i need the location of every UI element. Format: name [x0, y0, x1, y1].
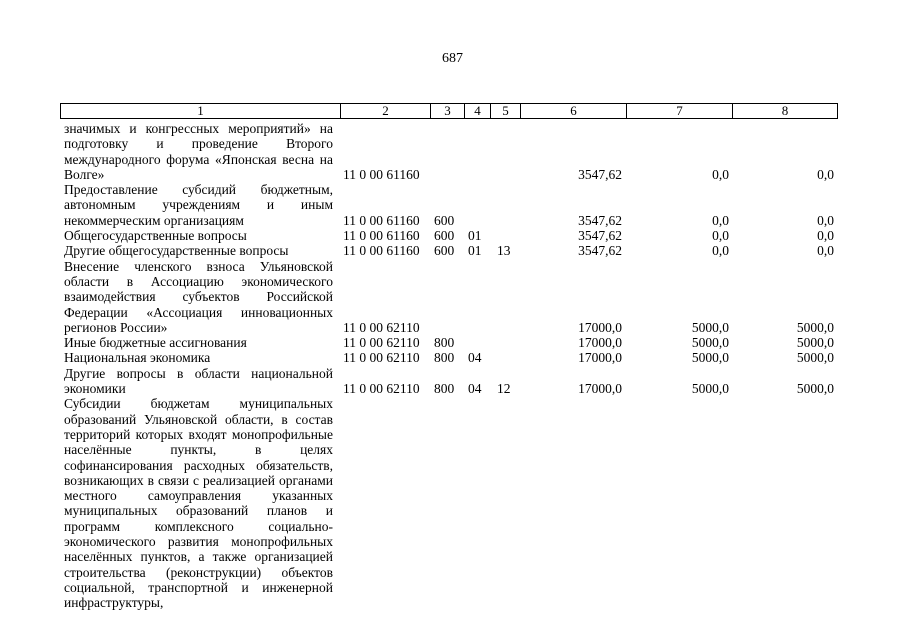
- row-name: значимых и конгрессных мероприятий» на подготовку и проведение Второго международного форума «Японская весна на Волге»: [64, 121, 333, 182]
- table-row: [0, 121, 905, 182]
- column-header-6: 6: [520, 104, 626, 118]
- budget-table-body: [0, 121, 905, 611]
- expense-type-code: 600: [434, 212, 455, 228]
- value-col6: 17000,0: [578, 335, 622, 351]
- value-col6: 17000,0: [578, 319, 622, 335]
- value-col6: 3547,62: [578, 212, 622, 228]
- value-col8: 5000,0: [796, 381, 834, 397]
- table-row: [0, 335, 905, 350]
- page-number: 687: [442, 51, 463, 66]
- value-col7: 0,0: [712, 166, 729, 182]
- column-header-2: 2: [340, 104, 430, 118]
- table-row: [0, 259, 905, 335]
- value-col6: 3547,62: [578, 228, 622, 244]
- row-name: Субсидии бюджетам муниципальных образований Ульяновской области, в состав территорий которых входят монопрофильные населённые пункты, в целях софинансирования расходных обязательств, возникающих в связи с реализацией органами местного самоуправления указанных муниципальных образований планов и программ комплексного социально-экономического развития монопрофильных населённых пунктов, а также организацией строительства (реконструкции) объектов социальной, транспортной и инженерной инфраструктуры,: [64, 396, 333, 611]
- row-name: Национальная экономика: [64, 350, 211, 366]
- value-col8: 0,0: [817, 212, 834, 228]
- value-col6: 17000,0: [578, 381, 622, 397]
- subsection-code: 12: [497, 381, 511, 397]
- table-row: [0, 182, 905, 228]
- row-name: Иные бюджетные ассигнования: [64, 335, 247, 351]
- value-col8: 5000,0: [796, 335, 834, 351]
- section-code: 04: [468, 350, 482, 366]
- section-code: 04: [468, 381, 482, 397]
- table-row: [0, 396, 905, 610]
- value-col8: 5000,0: [796, 319, 834, 335]
- table-row: [0, 366, 905, 397]
- expense-type-code: 800: [434, 350, 455, 366]
- value-col8: 5000,0: [796, 350, 834, 366]
- row-name: Другие общегосударственные вопросы: [64, 243, 289, 259]
- column-header-3: 3: [430, 104, 464, 118]
- value-col7: 5000,0: [691, 381, 729, 397]
- expense-type-code: 800: [434, 335, 455, 351]
- target-article-code: 11 0 00 61160: [343, 228, 420, 244]
- column-header-7: 7: [626, 104, 732, 118]
- target-article-code: 11 0 00 61160: [343, 166, 420, 182]
- target-article-code: 11 0 00 62110: [343, 350, 420, 366]
- value-col7: 0,0: [712, 228, 729, 244]
- expense-type-code: 600: [434, 228, 455, 244]
- target-article-code: 11 0 00 62110: [343, 319, 420, 335]
- target-article-code: 11 0 00 61160: [343, 212, 420, 228]
- table-column-header: [60, 103, 838, 119]
- value-col8: 0,0: [817, 166, 834, 182]
- row-name: Другие вопросы в области национальной экономики: [64, 365, 333, 397]
- value-col6: 17000,0: [578, 350, 622, 366]
- value-col7: 5000,0: [691, 350, 729, 366]
- target-article-code: 11 0 00 62110: [343, 335, 420, 351]
- value-col6: 3547,62: [578, 243, 622, 259]
- section-code: 01: [468, 228, 482, 244]
- value-col7: 5000,0: [691, 319, 729, 335]
- row-name: Предоставление субсидий бюджетным, автономным учреждениям и иным некоммерческим организациям: [64, 182, 333, 228]
- value-col7: 5000,0: [691, 335, 729, 351]
- value-col8: 0,0: [817, 228, 834, 244]
- column-header-5: 5: [490, 104, 520, 118]
- value-col6: 3547,62: [578, 166, 622, 182]
- section-code: 01: [468, 243, 482, 259]
- table-row: [0, 350, 905, 365]
- column-header-8: 8: [732, 104, 837, 118]
- table-row: [0, 243, 905, 258]
- subsection-code: 13: [497, 243, 511, 259]
- value-col7: 0,0: [712, 243, 729, 259]
- table-row: [0, 228, 905, 243]
- expense-type-code: 600: [434, 243, 455, 259]
- value-col8: 0,0: [817, 243, 834, 259]
- column-header-4: 4: [464, 104, 490, 118]
- row-name: Общегосударственные вопросы: [64, 228, 247, 244]
- row-name: Внесение членского взноса Ульяновской области в Ассоциацию экономического взаимодействия субъектов Российской Федерации «Ассоциация инновационных регионов России»: [64, 258, 333, 335]
- column-header-1: 1: [197, 103, 204, 118]
- expense-type-code: 800: [434, 381, 455, 397]
- target-article-code: 11 0 00 61160: [343, 243, 420, 259]
- target-article-code: 11 0 00 62110: [343, 381, 420, 397]
- value-col7: 0,0: [712, 212, 729, 228]
